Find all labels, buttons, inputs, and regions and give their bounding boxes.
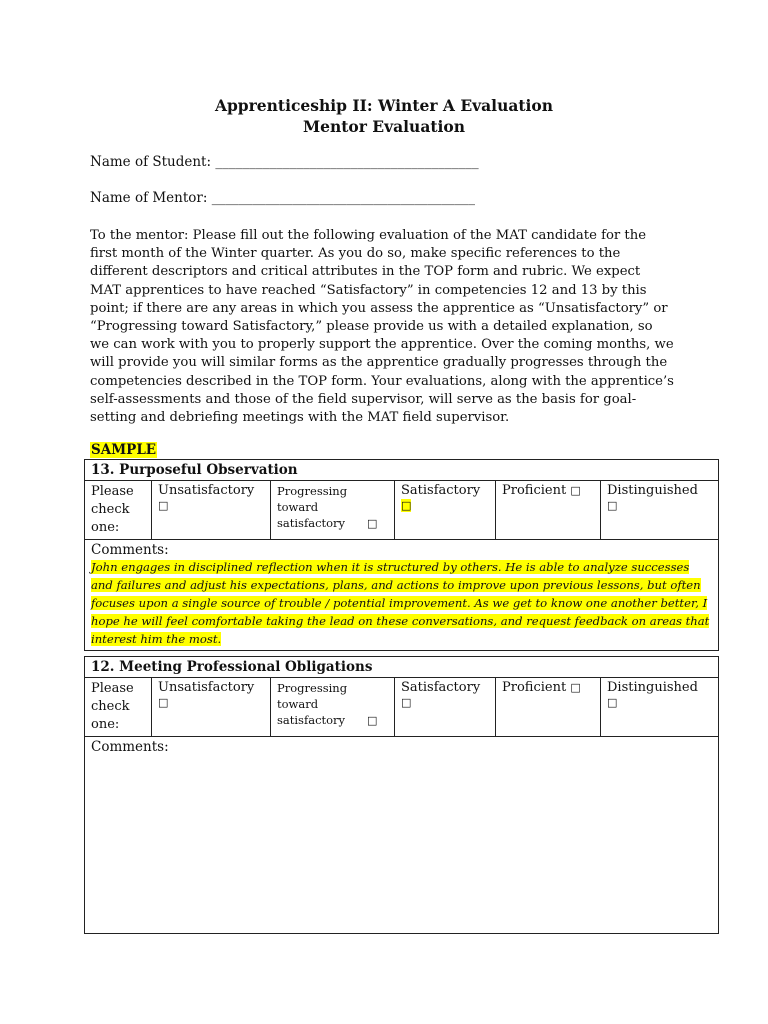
- comments-label: Comments:: [91, 739, 169, 755]
- intro-paragraph: To the mentor: Please fill out the following evaluation of the MAT candidate for the first month of the Winter quarter. As you do so, make specific references to the different descriptors and critical attributes in the TOP form and rubric. We expect MAT apprentices to have reached “Satisfactory” in competencies 12 and 13 by this point; if there are any areas in which you assess the apprentice as “Unsatisfactory” or “Progressing toward Satisfactory,” please provide us with a detailed explanation, so we can work with you to properly support the apprentice. Over the coming months, we will provide you will similar forms as the apprentice gradually progresses through the competencies described in the TOP form. Your evaluations, along with the apprentice’s self-assessments and those of the field supervisor, will serve as the basis for goal-setting and debriefing meetings with the MAT field supervisor.: [90, 228, 674, 426]
- comment-text: John engages in disciplined reflection when it is structured by others. He is able to analyze successes and failures and adjust his expectations, plans, and actions to improve upon previous lessons, but often focuses upon a single source of trouble / potential improvement. As we get to know one another better, I hope he will feel comfortable taking the lead on these conversations, and request feedback on areas that interest him the most.: [91, 560, 710, 646]
- section-heading: 13. Purposeful Observation: [85, 460, 719, 481]
- checkbox-icon[interactable]: □: [570, 484, 581, 497]
- checkbox-icon[interactable]: □: [401, 696, 412, 709]
- comments-label: Comments:: [91, 542, 169, 558]
- option-satisfactory[interactable]: Satisfactory □: [395, 481, 496, 540]
- checkbox-icon[interactable]: □: [367, 714, 378, 727]
- rubric-table-13: [84, 459, 719, 651]
- mentor-name-field[interactable]: Name of Mentor: _______________________________________: [90, 190, 475, 206]
- option-proficient[interactable]: Proficient □: [496, 481, 601, 540]
- sample-label: SAMPLE: [91, 442, 157, 458]
- check-one-label: Please check one:: [85, 481, 152, 540]
- checkbox-icon[interactable]: □: [607, 696, 618, 709]
- checkbox-icon[interactable]: □: [158, 696, 169, 709]
- checkbox-icon[interactable]: □: [158, 499, 169, 512]
- option-unsatisfactory[interactable]: Unsatisfactory □: [152, 481, 271, 540]
- option-unsatisfactory[interactable]: Unsatisfactory □: [152, 678, 271, 737]
- comments-cell[interactable]: [85, 540, 719, 651]
- option-distinguished[interactable]: Distinguished □: [601, 481, 719, 540]
- option-distinguished[interactable]: Distinguished □: [601, 678, 719, 737]
- checkbox-icon[interactable]: □: [607, 499, 618, 512]
- rubric-table-12: [84, 656, 719, 934]
- document-subtitle: Mentor Evaluation: [302, 117, 466, 136]
- comments-cell[interactable]: [85, 737, 719, 934]
- section-heading: 12. Meeting Professional Obligations: [85, 657, 719, 678]
- checkbox-icon[interactable]: □: [401, 499, 412, 512]
- option-progressing[interactable]: Progressing toward satisfactory □: [271, 678, 395, 737]
- checkbox-icon[interactable]: □: [367, 517, 378, 530]
- option-progressing[interactable]: Progressing toward satisfactory □: [271, 481, 395, 540]
- check-one-label: Please check one:: [85, 678, 152, 737]
- checkbox-icon[interactable]: □: [570, 681, 581, 694]
- document-title: Apprenticeship II: Winter A Evaluation: [214, 96, 554, 115]
- option-satisfactory[interactable]: Satisfactory □: [395, 678, 496, 737]
- option-proficient[interactable]: Proficient □: [496, 678, 601, 737]
- student-name-field[interactable]: Name of Student: _______________________________________: [90, 154, 479, 170]
